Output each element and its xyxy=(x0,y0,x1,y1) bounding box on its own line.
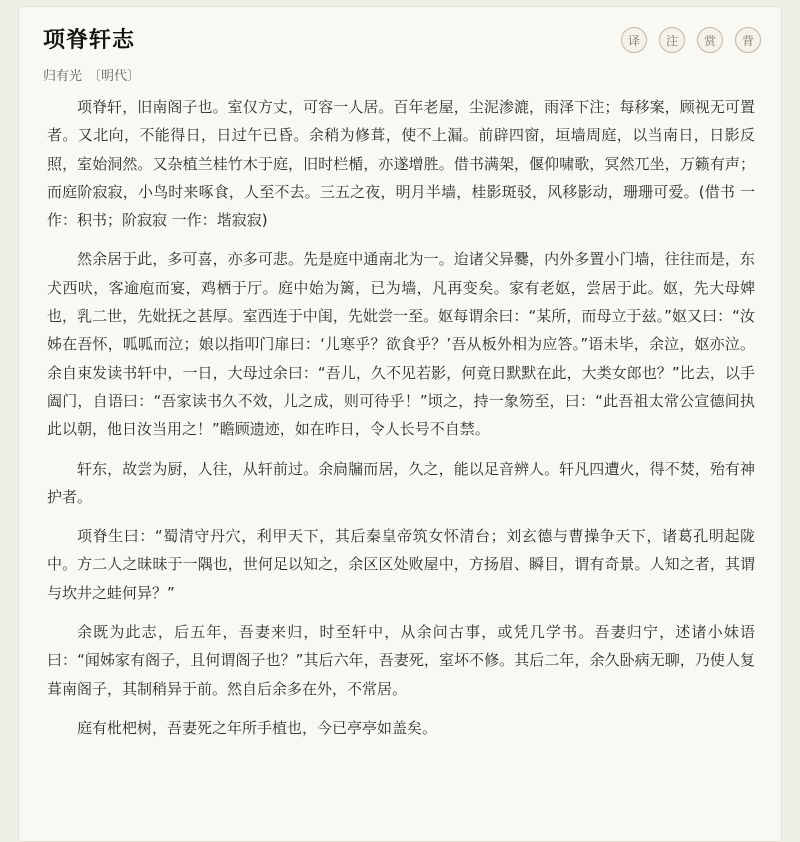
author-name[interactable]: 归有光 xyxy=(43,69,83,84)
paragraph: 轩东，故尝为厨，人往，从轩前过。余扃牖而居，久之，能以足音辨人。轩凡四遭火，得不焚，殆有神护者。 xyxy=(47,459,755,506)
poem-source xyxy=(43,65,140,84)
paragraph: 项脊生曰：“蜀清守丹穴，利甲天下，其后秦皇帝筑女怀清台；刘玄德与曹操争天下，诸葛孔明起陇中。方二人之昧昧于一隅也，世何足以知之，余区区处败屋中，方扬眉、瞬目，谓有奇景。人知之者，其谓与坎井之蛙何异？” xyxy=(47,527,755,602)
poem-content xyxy=(47,93,755,753)
paragraph: 项脊轩，旧南阁子也。室仅方丈，可容一人居。百年老屋，尘泥渗漉，雨泽下注；每移案，顾视无可置者。又北向，不能得日，日过午已昏。余稍为修葺，使不上漏。前辟四窗，垣墙周庭，以当南日，日影反照，室始洞然。又杂植兰桂竹木于庭，旧时栏楯，亦遂增胜。借书满架，偃仰啸歌，冥然兀坐，万籁有声；而庭阶寂寂，小鸟时来啄食，人至不去。三五之夜，明月半墙，桂影斑驳，风移影动，珊珊可爱。(借书 一作：积书；阶寂寂 一作：堦寂寂) xyxy=(47,98,756,230)
paragraph: 然余居于此，多可喜，亦多可悲。先是庭中通南北为一。迨诸父异爨，内外多置小门墙，往往而是，东犬西吠，客逾庖而宴，鸡栖于厅。庭中始为篱，已为墙，凡再变矣。家有老妪，尝居于此。妪，先大母婢也，乳二世，先妣抚之甚厚。室西连于中闺，先妣尝一至。妪每谓余曰：“某所，而母立于兹。”妪又曰：“汝姊在吾怀，呱呱而泣；娘以指叩门扉曰：‘儿寒乎？欲食乎？’吾从板外相为应答。”语未毕，余泣，妪亦泣。余自束发读书轩中，一日，大母过余曰：“吾儿，久不见若影，何竟日默默在此，大类女郎也？”比去，以手阖门，自语曰：“吾家读书久不效，儿之成，则可待乎！”顷之，持一象笏至，曰：“此吾祖太常公宣德间执此以朝，他日汝当用之！”瞻顾遗迹，如在昨日，令人长号不自禁。 xyxy=(47,250,755,439)
paragraph: 余既为此志，后五年，吾妻来归，时至轩中，从余问古事，或凭几学书。吾妻归宁，述诸小妹语曰：“闻姊家有阁子，且何谓阁子也？”其后六年，吾妻死，室坏不修。其后二年，余久卧病无聊，乃使人复葺南阁子，其制稍异于前。然自后余多在外，不常居。 xyxy=(47,623,755,698)
recite-icon[interactable]: 背 xyxy=(735,27,761,53)
paragraph: 庭有枇杷树，吾妻死之年所手植也，今已亭亭如盖矣。 xyxy=(77,718,438,737)
appreciation-icon[interactable]: 赏 xyxy=(697,27,723,53)
poem-title: 项脊轩志 xyxy=(43,28,136,53)
author-dynasty: 〔明代〕 xyxy=(88,69,141,84)
annotation-icon[interactable]: 注 xyxy=(659,27,685,53)
poem-toolbar xyxy=(621,27,761,53)
poem-card xyxy=(18,6,782,842)
translate-icon[interactable]: 译 xyxy=(621,27,647,53)
